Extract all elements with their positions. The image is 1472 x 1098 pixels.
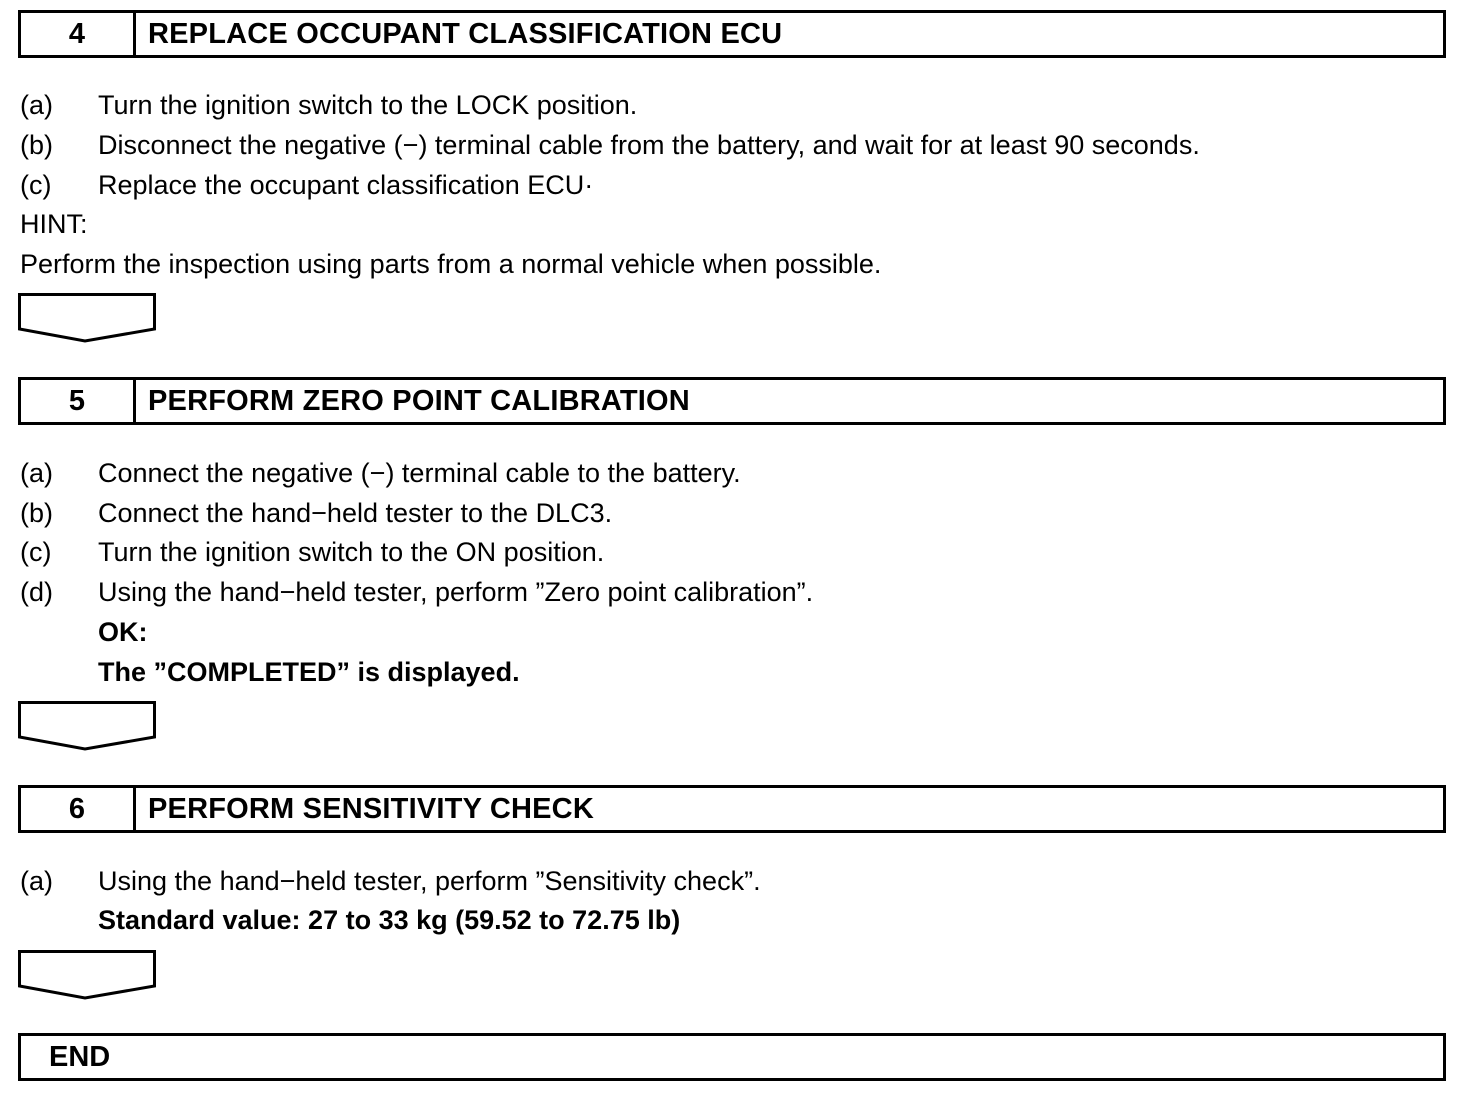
standard-value: Standard value: 27 to 33 kg (59.52 to 72.75 lb): [98, 905, 681, 935]
item-label: (a): [20, 90, 53, 120]
item-label: (a): [20, 458, 53, 488]
item-label: (b): [20, 498, 53, 528]
ok-label: OK:: [98, 617, 148, 647]
end-box: [18, 1033, 1446, 1081]
step-4-item-c: [20, 168, 593, 202]
step-4-item-a: [20, 88, 637, 122]
step-5-item-b: [20, 496, 612, 530]
item-text: Connect the hand−held tester to the DLC3.: [98, 498, 613, 528]
step-6-header: [18, 785, 1446, 833]
step-4-header: [18, 10, 1446, 58]
step-title: REPLACE OCCUPANT CLASSIFICATION ECU: [148, 17, 783, 50]
item-text: Using the hand−held tester, perform ”Zero point calibration”.: [98, 577, 814, 607]
step-4-item-b: [20, 128, 1200, 162]
item-label: (b): [20, 130, 53, 160]
step-title: PERFORM ZERO POINT CALIBRATION: [148, 384, 690, 417]
item-label: (c): [20, 537, 52, 567]
next-arrow-icon: [18, 701, 156, 753]
ok-text: The ”COMPLETED” is displayed.: [98, 657, 520, 687]
item-label: (c): [20, 170, 52, 200]
step-5-header: [18, 377, 1446, 425]
item-text: Turn the ignition switch to the LOCK position.: [98, 90, 638, 120]
item-text: Using the hand−held tester, perform ”Sensitivity check”.: [98, 866, 761, 896]
step-number: 4: [21, 13, 136, 55]
step-number: 5: [21, 380, 136, 422]
hint-label: HINT:: [20, 209, 88, 239]
next-arrow-icon: [18, 293, 156, 345]
end-label: END: [49, 1040, 111, 1073]
item-text: Disconnect the negative (−) terminal cable from the battery, and wait for at least 90 seconds.: [98, 130, 1200, 160]
step-5-item-c: [20, 535, 604, 569]
step-number: 6: [21, 788, 136, 830]
item-text: Turn the ignition switch to the ON position.: [98, 537, 605, 567]
item-text: Connect the negative (−) terminal cable to the battery.: [98, 458, 741, 488]
item-text: Replace the occupant classification ECU·: [98, 170, 594, 200]
step-5-item-a: [20, 456, 741, 490]
hint-text: Perform the inspection using parts from a normal vehicle when possible.: [20, 249, 882, 279]
step-5-item-d: [20, 575, 813, 609]
item-label: (a): [20, 866, 53, 896]
item-label: (d): [20, 577, 53, 607]
step-title: PERFORM SENSITIVITY CHECK: [148, 792, 594, 825]
step-6-item-a: [20, 864, 761, 898]
next-arrow-icon: [18, 950, 156, 1002]
